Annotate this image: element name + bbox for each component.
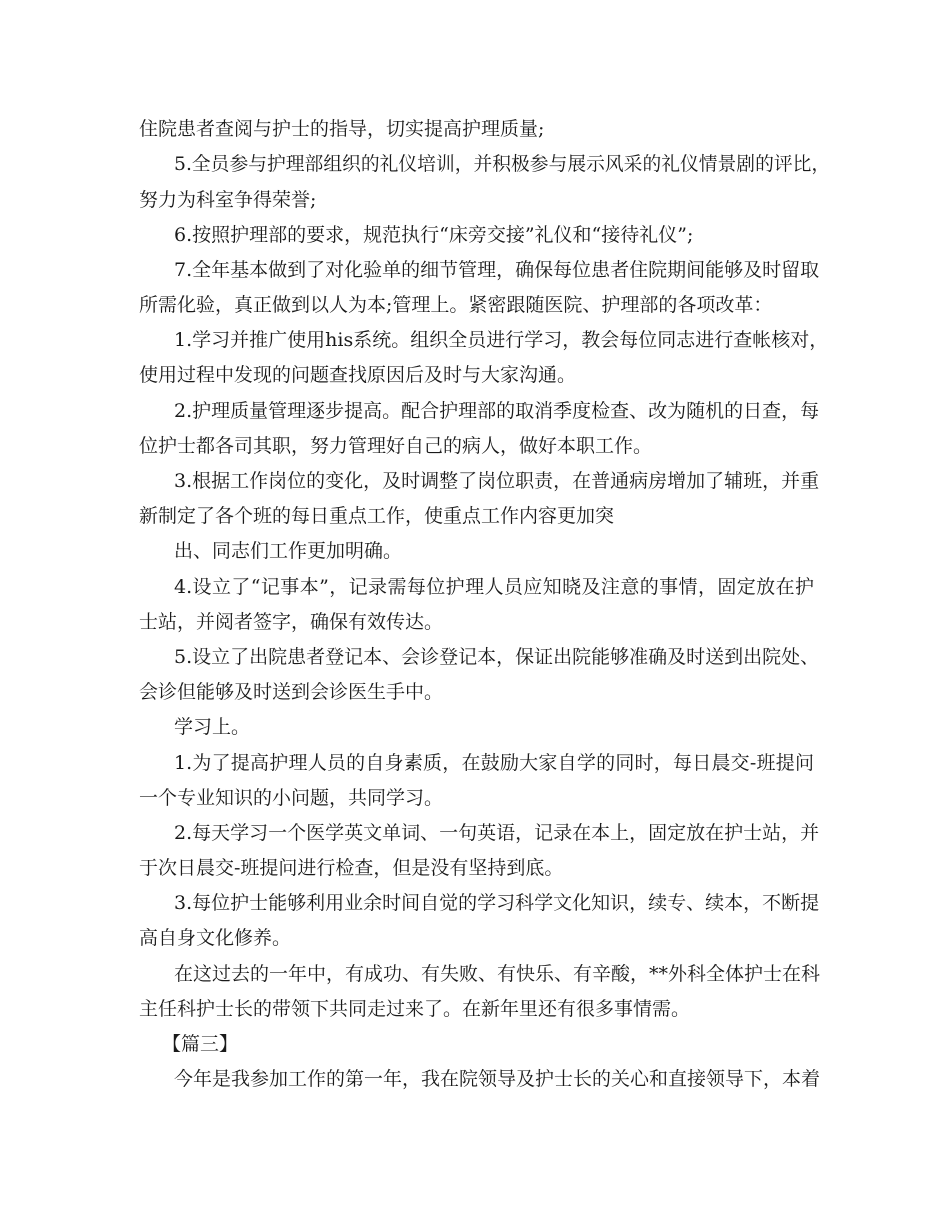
text-line: 于次日晨交-班提问进行检查，但是没有坚持到底。 xyxy=(139,857,564,879)
text-line: 高自身文化修养。 xyxy=(139,927,292,949)
text-line: 新制定了各个班的每日重点工作，使重点工作内容更加突 xyxy=(139,505,615,527)
text-line: 5.全员参与护理部组织的礼仪培训，并积极参与展示风采的礼仪情景剧的评比， xyxy=(174,153,831,175)
text-line: 3.根据工作岗位的变化，及时调整了岗位职责，在普通病房增加了辅班，并重 xyxy=(174,470,820,492)
text-line: 一个专业知识的小问题，共同学习。 xyxy=(139,787,444,809)
text-line: 4.设立了“记事本”，记录需每位护理人员应知晓及注意的事情，固定放在护 xyxy=(174,576,814,598)
text-line: 在这过去的一年中，有成功、有失败、有快乐、有辛酸，**外科全体护士在科 xyxy=(174,963,821,985)
text-line: 1.学习并推广使用his系统。组织全员进行学习，教会每位同志进行查帐核对， xyxy=(174,329,829,351)
text-line: 今年是我参加工作的第一年，我在院领导及护士长的关心和直接领导下，本着 xyxy=(174,1068,821,1090)
text-line: 住院患者查阅与护士的指导，切实提高护理质量; xyxy=(139,118,545,140)
text-line: 所需化验，真正做到以人为本;管理上。紧密跟随医院、护理部的各项改革： xyxy=(139,294,773,316)
text-line: 会诊但能够及时送到会诊医生手中。 xyxy=(139,681,444,703)
text-line: 2.每天学习一个医学英文单词、一句英语，记录在本上，固定放在护士站，并 xyxy=(174,822,820,844)
text-line: 7.全年基本做到了对化验单的细节管理，确保每位患者住院期间能够及时留取 xyxy=(174,259,820,281)
text-line: 6.按照护理部的要求，规范执行“床旁交接”礼仪和“接待礼仪”; xyxy=(174,224,694,246)
text-line: 5.设立了出院患者登记本、会诊登记本，保证出院能够准确及时送到出院处、 xyxy=(174,646,820,668)
text-line: 士站，并阅者签字，确保有效传达。 xyxy=(139,611,444,633)
text-line: 出、同志们工作更加明确。 xyxy=(174,540,403,562)
text-line: 2.护理质量管理逐步提高。配合护理部的取消季度检查、改为随机的日查，每 xyxy=(174,400,820,422)
section-heading: 【篇三】 xyxy=(162,1033,239,1055)
text-line: 位护士都各司其职，努力管理好自己的病人，做好本职工作。 xyxy=(139,435,653,457)
text-line: 使用过程中发现的问题查找原因后及时与大家沟通。 xyxy=(139,364,577,386)
text-line: 1.为了提高护理人员的自身素质，在鼓励大家自学的同时，每日晨交-班提问 xyxy=(174,752,814,774)
text-line: 3.每位护士能够利用业余时间自觉的学习科学文化知识，续专、续本，不断提 xyxy=(174,892,820,914)
text-line: 主任科护士长的带领下共同走过来了。在新年里还有很多事情需。 xyxy=(139,998,691,1020)
text-line: 努力为科室争得荣誉; xyxy=(139,189,317,211)
text-line: 学习上。 xyxy=(174,716,251,738)
